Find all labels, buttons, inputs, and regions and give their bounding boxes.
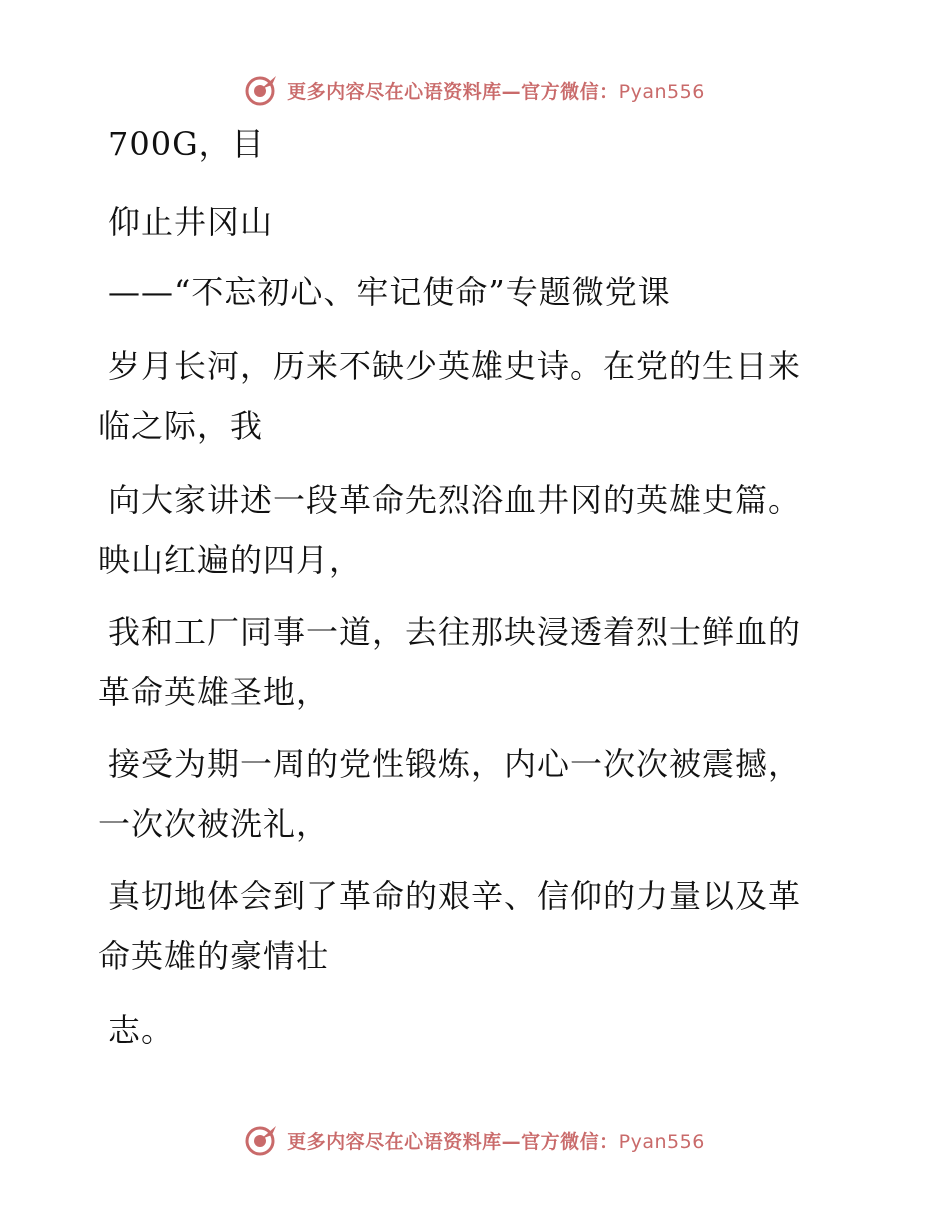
body-line: 革命英雄圣地， xyxy=(98,673,330,711)
body-line: 命英雄的豪情壮 xyxy=(98,937,330,975)
body-line: 岁月长河，历来不缺少英雄史诗。在党的生日来 xyxy=(108,347,802,385)
body-line: 我和工厂同事一道，去往那块浸透着烈士鲜血的 xyxy=(108,613,802,651)
footer-watermark xyxy=(0,1120,950,1160)
watermark-handle: Pyan556 xyxy=(618,80,705,103)
watermark-text: 更多内容尽在心语资料库—官方微信：Pyan556 xyxy=(287,1130,705,1153)
body-line: 映山红遍的四月， xyxy=(98,541,363,579)
body-line: 真切地体会到了革命的艰辛、信仰的力量以及革 xyxy=(108,877,802,915)
body-line: 向大家讲述一段革命先烈浴血井冈的英雄史篇。 xyxy=(108,481,802,519)
quill-seal-icon xyxy=(245,1123,279,1157)
body-line: ——“不忘初心、牢记使命”专题微党课 xyxy=(108,273,671,311)
watermark-text: 更多内容尽在心语资料库—官方微信：Pyan556 xyxy=(287,80,705,103)
body-line: 接受为期一周的党性锻炼，内心一次次被震撼， xyxy=(108,745,802,783)
quill-seal-icon xyxy=(245,73,279,107)
body-line: 临之际，我 xyxy=(98,407,264,445)
body-line: 700G，目 xyxy=(108,125,265,163)
body-line: 仰止井冈山 xyxy=(108,203,274,241)
watermark-handle: Pyan556 xyxy=(618,1130,705,1153)
header-watermark xyxy=(0,70,950,110)
body-line: 志。 xyxy=(108,1011,175,1049)
body-line: 一次次被洗礼， xyxy=(98,805,330,843)
